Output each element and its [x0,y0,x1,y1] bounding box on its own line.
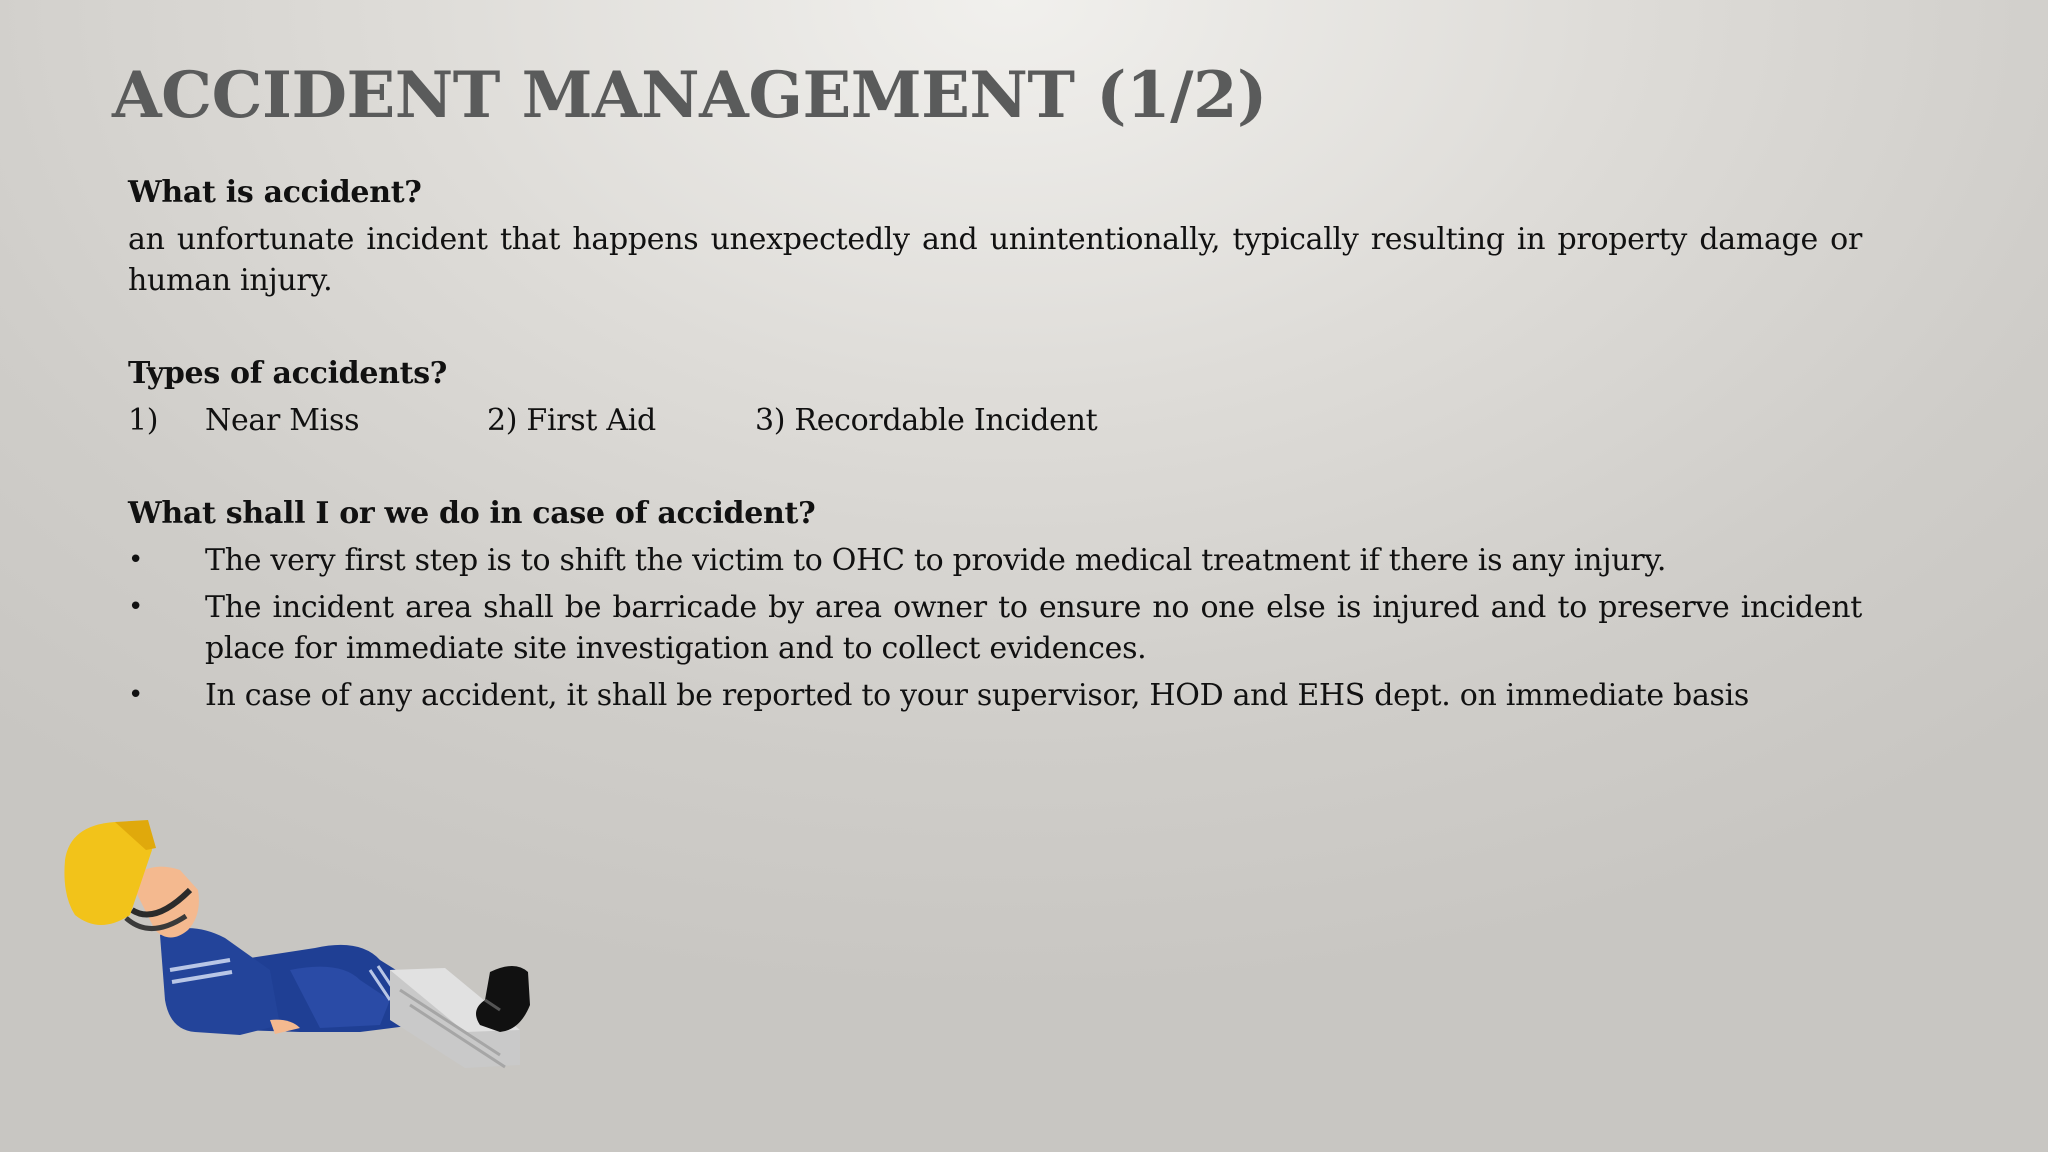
bullet-icon: • [128,545,144,575]
type-near-miss: Near Miss [205,403,360,438]
action-bullet-list [128,540,1862,716]
accident-types-list [128,400,1862,441]
accident-definition: an unfortunate incident that happens unexpectedly and unintentionally, typically resulting in property damage or human injury. [128,222,1862,298]
bullet-text: The very first step is to shift the victim to OHC to provide medical treatment if there is any injury. [205,543,1667,578]
what-to-do-heading: What shall I or we do in case of accident? [128,496,816,531]
bullet-text: The incident area shall be barricade by area owner to ensure no one else is injured and to preserve incident place for immediate site investigation and to collect evidences. [205,590,1862,666]
type-1-number: 1) [128,403,159,438]
bullet-icon: • [128,680,144,710]
slide-title: ACCIDENT MANAGEMENT (1/2) [112,58,1267,133]
list-item [128,587,1862,669]
bullet-icon: • [128,592,144,622]
type-recordable-incident: 3) Recordable Incident [755,403,1098,438]
injured-worker-icon [60,820,540,1080]
what-is-accident-heading: What is accident? [128,175,422,210]
bullet-text: In case of any accident, it shall be reported to your supervisor, HOD and EHS dept. on immediate basis [205,678,1750,713]
list-item [128,540,1862,581]
slide-content [128,172,1862,722]
type-first-aid: 2) First Aid [487,403,656,438]
list-item [128,675,1862,716]
types-of-accidents-heading: Types of accidents? [128,356,448,391]
